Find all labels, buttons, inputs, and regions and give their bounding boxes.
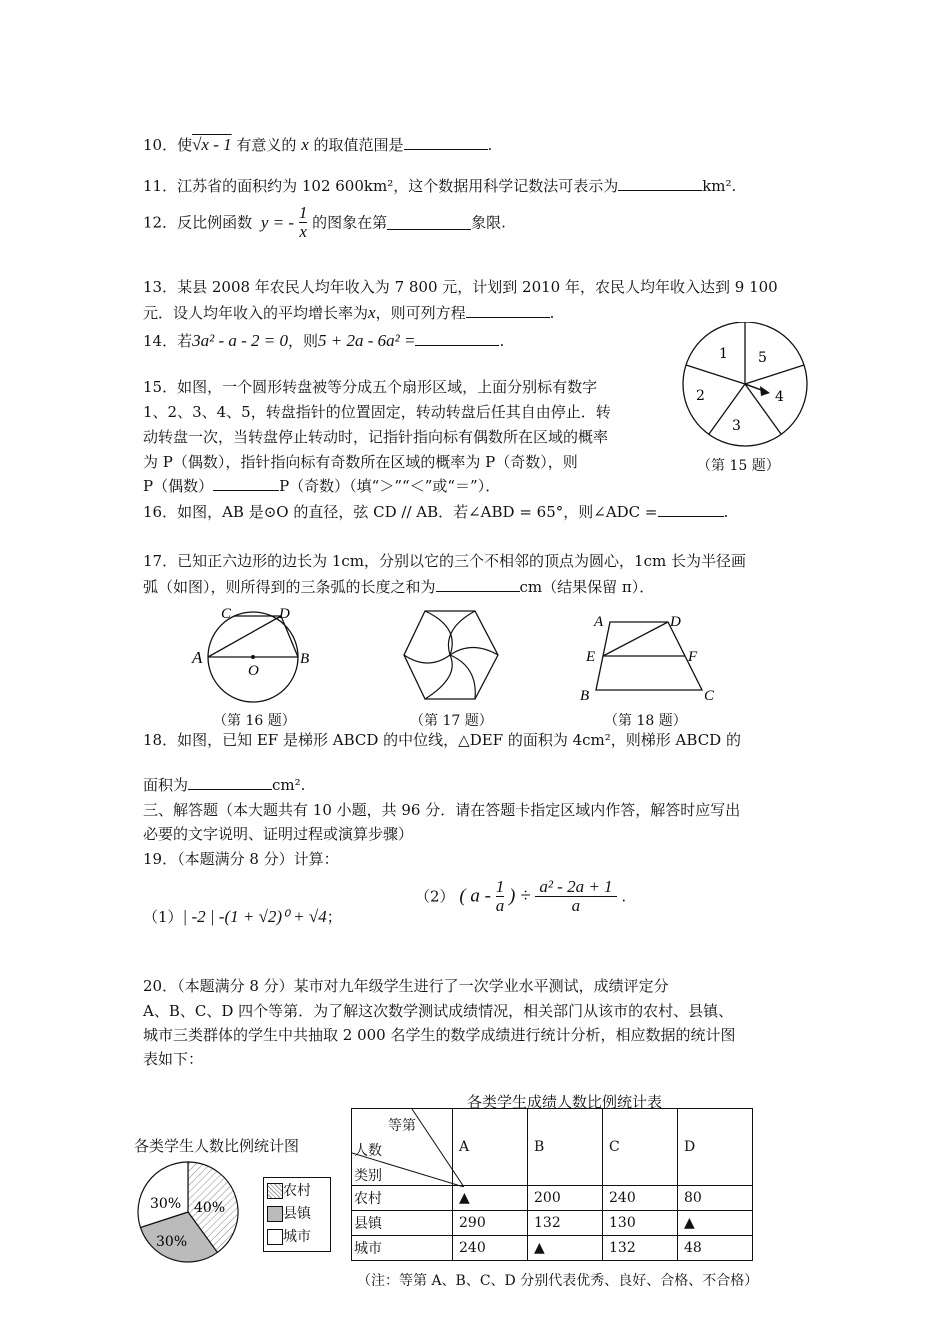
question-15-line4: 为 P（偶数），指针指向标有奇数所在区域的概率为 P（奇数），则 <box>143 453 578 471</box>
col-header: A <box>453 1109 528 1186</box>
table-row: 城市 240 ▲ 132 48 <box>352 1236 753 1261</box>
question-20-line2: A、B、C、D 四个等第．为了解这次数学测试成绩情况，相关部门从该市的农村、县镇、 <box>143 1002 734 1020</box>
table-row: 县镇 290 132 130 ▲ <box>352 1211 753 1236</box>
question-14: 14．若3a² - a - 2 = 0，则5 + 2a - 6a² = . <box>143 331 505 350</box>
answer-blank <box>658 502 724 517</box>
question-13-line2: 元．设人均年收入的平均增长率为x，则可列方程 . <box>143 303 555 322</box>
question-11: 11．江苏省的面积约为 102 600km²，这个数据用科学记数法可表示为 km². <box>143 177 737 195</box>
pie-label: 30% <box>156 1234 188 1250</box>
question-15-line3: 动转盘一次，当转盘停止转动时，记指针指向标有偶数所在区域的概率 <box>143 428 609 446</box>
sector-label: 1 <box>719 346 728 362</box>
question-16: 16．如图，AB 是⊙O 的直径，弦 CD // AB．若∠ABD = 65°，则∠ADC = . <box>143 503 729 521</box>
sector-label: 2 <box>696 388 705 404</box>
question-19-part2: （2） ( a - $\frac{1}{a}$ ) ÷ $\frac{\text{a² - 2a + 1}}{a}$ . <box>415 877 627 915</box>
figure-16 <box>188 600 318 710</box>
score-table <box>351 1108 753 1261</box>
figure-17 <box>400 605 500 705</box>
fraction: $\frac{1}{x}$ <box>298 203 308 241</box>
answer-blank <box>213 476 279 491</box>
section-3-heading-cont: 必要的文字说明、证明过程或演算步骤） <box>143 825 414 843</box>
svg-text:B: B <box>300 651 310 667</box>
svg-text:A: A <box>594 614 604 630</box>
svg-text:D: D <box>670 614 681 630</box>
question-18-line2: 面积为 cm². <box>143 776 306 794</box>
sector-label: 3 <box>732 418 741 434</box>
sqrt-expression: √x - 1 <box>192 135 232 154</box>
question-15-line2: 1、2、3、4、5，转盘指针的位置固定，转动转盘后任其自由停止．转 <box>143 403 611 421</box>
col-header: D <box>678 1109 753 1186</box>
question-13-line1: 13．某县 2008 年农民人均年收入为 7 800 元，计划到 2010 年，农民人均年收入达到 9 100 <box>143 278 778 296</box>
svg-text:E: E <box>586 649 596 665</box>
question-15-line5: P（偶数） P（奇数）（填“＞”“＜”或“＝”）． <box>143 477 501 495</box>
table-row: 农村 ▲ 200 240 80 <box>352 1186 753 1211</box>
question-17-line1: 17．已知正六边形的边长为 1cm，分别以它的三个不相邻的顶点为圆心，1cm 长为半径画 <box>143 552 746 570</box>
answer-blank <box>404 135 488 150</box>
question-15-line1: 15．如图，一个圆形转盘被等分成五个扇形区域，上面分别标有数字 <box>143 378 598 396</box>
question-17-line2: 弧（如图），则所得到的三条弧的长度之和为 cm（结果保留 π）． <box>143 578 655 596</box>
figure-18-caption: （第 18 题） <box>604 713 687 729</box>
svg-text:O: O <box>248 663 259 679</box>
answer-blank <box>618 176 702 191</box>
question-19-part1: （1）| -2 | -(1 + √2)⁰ + √4； <box>143 907 342 926</box>
question-10: 10．使√x - 1 有意义的 x 的取值范围是 . <box>143 135 493 154</box>
sector-label: 4 <box>775 389 784 405</box>
question-18-line1: 18．如图，已知 EF 是梯形 ABCD 的中位线，△DEF 的面积为 4cm²，则梯形 ABCD 的 <box>143 731 741 749</box>
diagonal-header: 等第 人数 类别 <box>352 1109 453 1186</box>
figure-15-caption: （第 15 题） <box>697 458 780 474</box>
legend-item-city: 城市 <box>267 1226 327 1249</box>
figure-18 <box>580 608 720 708</box>
table-header-row <box>352 1109 753 1186</box>
answer-blank <box>415 331 499 346</box>
svg-text:C: C <box>221 606 232 622</box>
pie-chart <box>136 1160 240 1264</box>
sector-label: 5 <box>758 350 767 366</box>
col-header: B <box>528 1109 603 1186</box>
question-20-line1: 20．（本题满分 8 分）某市对九年级学生进行了一次学业水平测试，成绩评定分 <box>143 977 669 995</box>
svg-text:B: B <box>580 688 590 704</box>
pie-label: 30% <box>150 1196 182 1212</box>
svg-text:C: C <box>704 688 715 704</box>
legend-item-rural: 农村 <box>267 1180 327 1203</box>
question-20-line4: 表如下： <box>143 1050 204 1068</box>
question-12: 12．反比例函数 y = - $\frac{1}{x}$ 的图象在第 象限. <box>143 203 506 241</box>
spinner-figure <box>676 322 816 452</box>
col-header: C <box>603 1109 678 1186</box>
pie-label: 40% <box>194 1200 226 1216</box>
legend-item-town: 县镇 <box>267 1203 327 1226</box>
section-3-heading: 三、解答题（本大题共有 10 小题，共 96 分．请在答题卡指定区域内作答，解答时应写出 <box>143 801 741 819</box>
svg-text:F: F <box>688 649 698 665</box>
svg-text:A: A <box>192 648 203 667</box>
answer-blank <box>188 775 272 790</box>
pie-legend <box>263 1177 331 1252</box>
answer-blank <box>466 303 550 318</box>
figure-16-caption: （第 16 题） <box>213 713 296 729</box>
table-note: （注：等第 A、B、C、D 分别代表优秀、良好、合格、不合格） <box>357 1273 759 1289</box>
figure-17-caption: （第 17 题） <box>410 713 493 729</box>
question-20-line3: 城市三类群体的学生中共抽取 2 000 名学生的数学成绩进行统计分析，相应数据的统计图 <box>143 1026 736 1044</box>
svg-text:D: D <box>279 606 290 622</box>
table-title: 各类学生成绩人数比例统计表 <box>467 1093 663 1111</box>
question-19-title: 19．（本题满分 8 分）计算： <box>143 850 339 868</box>
answer-blank <box>387 215 471 230</box>
pie-title: 各类学生人数比例统计图 <box>134 1137 300 1155</box>
answer-blank <box>436 577 520 592</box>
